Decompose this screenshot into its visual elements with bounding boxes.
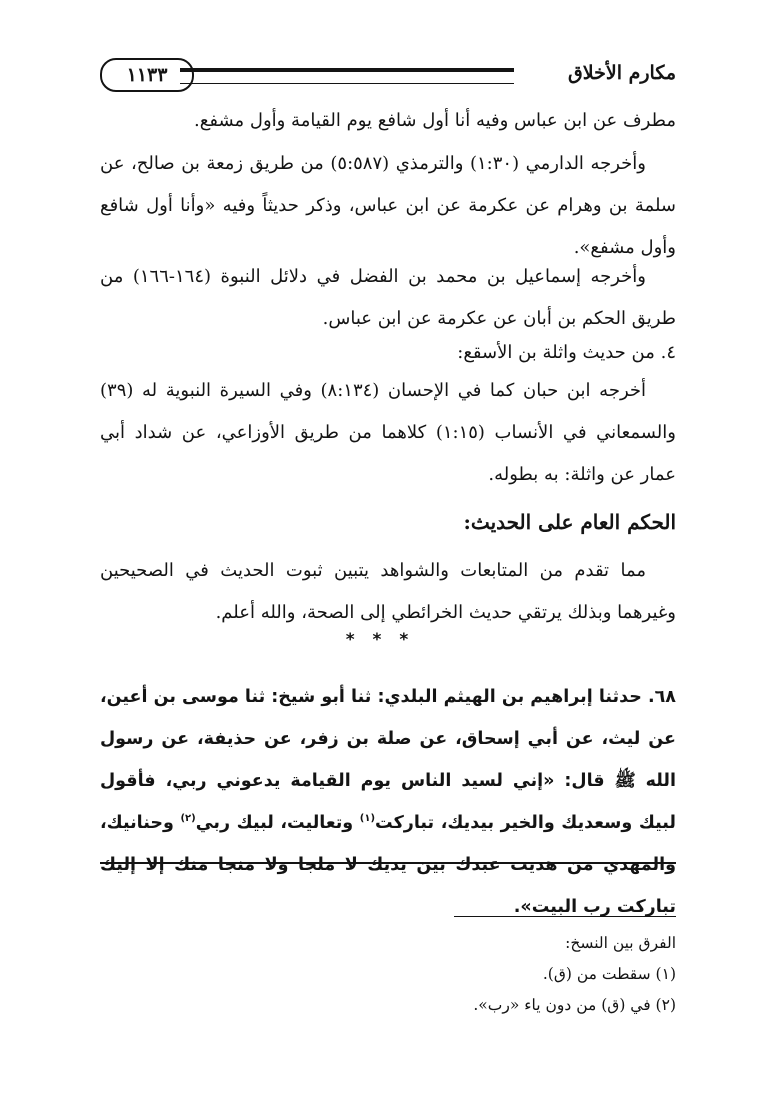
hadith-text-part-2: وتعاليت، لبيك ربي [195,813,360,833]
paragraph-ibn-hibban: أخرجه ابن حبان كما في الإحسان (٨:١٣٤) وفي السيرة النبوية له (٣٩) والسمعاني في الأنساب (١:١٥) كلاهما من طريق الأوزاعي، عن شداد أبي عمار عن واثلة: به بطوله. [100,380,676,485]
section-heading: الحكم العام على الحديث: [463,510,676,534]
paragraph-ruling: مما تقدم من المتابعات والشواهد يتبين ثبوت الحديث في الصحيحين وغيرهما وبذلك يرتقي حديث الخرائطي إلى الصحة، والله أعلم. [100,560,676,623]
body-bottom-rule [100,862,676,864]
page-number: ١١٣٣ [100,58,194,92]
footnotes-title: الفرق بين النسخ: [565,934,676,952]
paragraph-wathila-heading: ٤. من حديث واثلة بن الأسقع: [457,342,676,363]
footnote-1: (١) سقطت من (ق). [542,965,676,983]
hadith-text-part-3: وحنانيك، والمهدي من هديت عبدك بين يديك لا ملجا ولا منجا منك إلا إليك تباركت رب البيت». [100,813,676,917]
running-header [100,58,676,94]
hadith-68-text [100,676,676,928]
header-rule [180,68,514,84]
footnote-ref-1: (١) [359,813,376,825]
hadith-text-part-1: ٦٨. حدثنا إبراهيم بن الهيثم البلدي: ثنا أبو شيخ: ثنا موسى بن أعين، عن ليث، عن أبي إسحاق، عن صلة بن زفر، عن حذيفة، عن رسول الله ﷺ قال: «إني لسيد الناس يوم القيامة يدعوني ربي، فأقول لبيك وسعديك والخير بيديك، تباركت [100,687,676,833]
footnote-ref-2: (٢) [180,813,196,825]
paragraph-continuation: مطرف عن ابن عباس وفيه أنا أول شافع يوم القيامة وأول مشفع. [194,110,676,131]
header-title: مكارم الأخلاق [568,62,676,84]
paragraph-dalail-nubuwwa: وأخرجه إسماعيل بن محمد بن الفضل في دلائل النبوة (١٦٤-١٦٦) من طريق الحكم بن أبان عن عكرمة عن ابن عباس. [100,266,676,329]
footnotes [100,928,676,1021]
footnote-separator [454,916,676,917]
paragraph-darimi-tirmidhi: وأخرجه الدارمي (١:٣٠) والترمذي (٥:٥٨٧) من طريق زمعة بن صالح، عن سلمة بن وهرام عن عكرمة عن ابن عباس، وذكر حديثاً وفيه «وأنا أول شافع وأول مشفع». [100,153,676,258]
footnote-2: (٢) في (ق) من دون ياء «رب». [473,996,676,1014]
section-separator-stars: * * * [345,630,415,650]
